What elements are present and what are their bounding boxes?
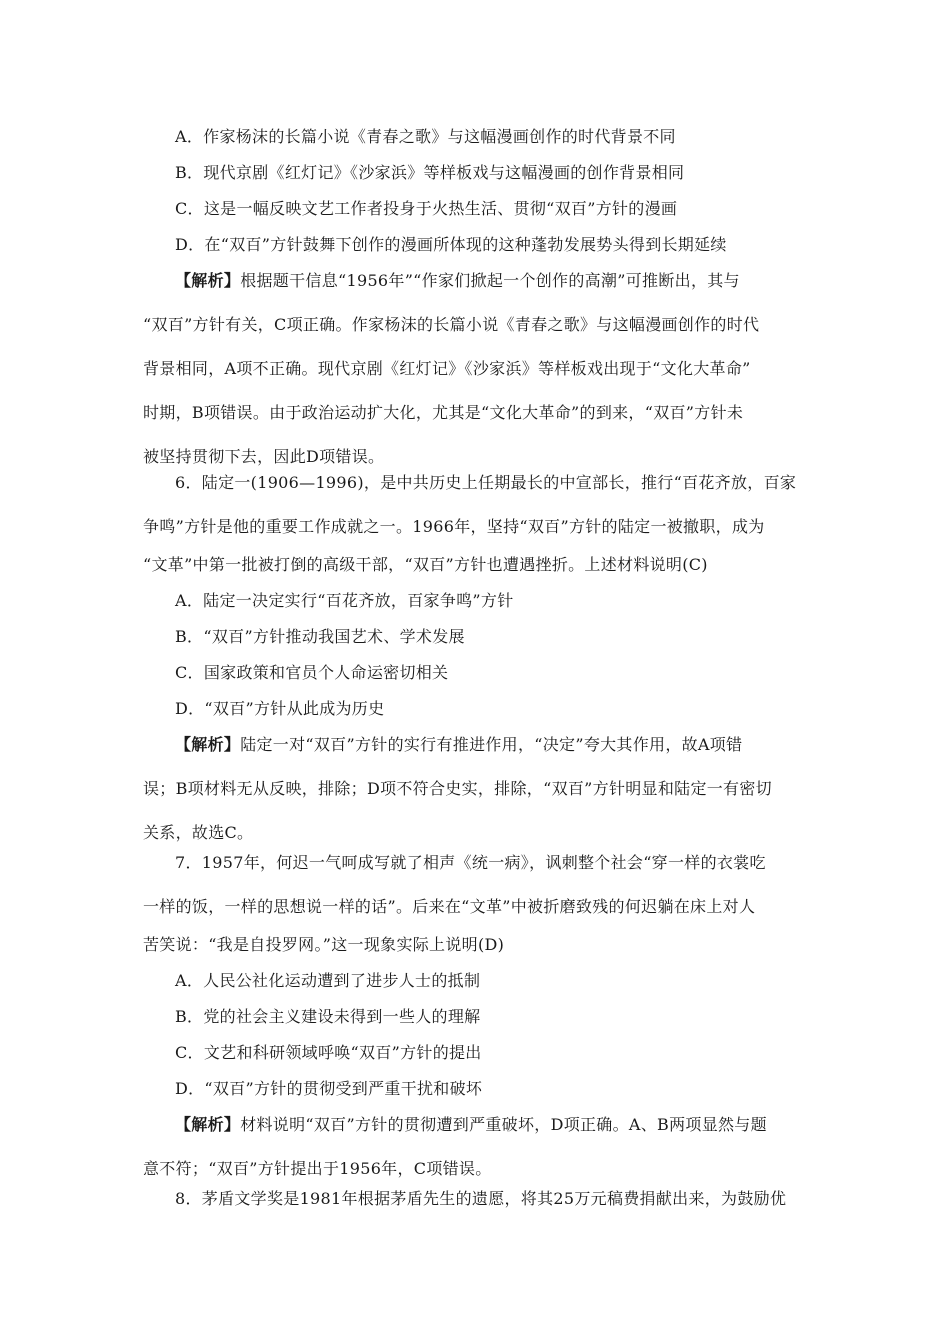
q7-stem-line: 一样的饭，一样的思想说一样的话”。后来在“文革”中被折磨致残的何迟躺在床上对人 — [143, 897, 756, 916]
q5-analysis-line: 背景相同，A项不正确。现代京剧《红灯记》《沙家浜》等样板戏出现于“文化大革命” — [143, 359, 751, 378]
q6-option-d: D．“双百”方针从此成为历史 — [175, 699, 385, 718]
q7-option-d: D．“双百”方针的贯彻受到严重干扰和破坏 — [175, 1079, 483, 1098]
q6-stem-line: 争鸣”方针是他的重要工作成就之一。1966年，坚持“双百”方针的陆定一被撤职，成为 — [143, 517, 765, 536]
q8-stem-line: 8．茅盾文学奖是1981年根据茅盾先生的遗愿，将其25万元稿费捐献出来，为鼓励优 — [175, 1189, 787, 1208]
q7-analysis-line: 意不符；“双百”方针提出于1956年，C项错误。 — [143, 1159, 492, 1178]
q5-option-c: C．这是一幅反映文艺工作者投身于火热生活、贯彻“双百”方针的漫画 — [175, 199, 678, 218]
q5-analysis-text: 根据题干信息“1956年”“作家们掀起一个创作的高潮”可推断出，其与 — [240, 271, 740, 290]
q7-stem-line: 苦笑说：“我是自投罗网。”这一现象实际上说明(D) — [143, 935, 505, 954]
q7-option-a: A．人民公社化运动遭到了进步人士的抵制 — [175, 971, 481, 990]
q6-analysis-line — [175, 735, 742, 755]
q6-analysis-text: 陆定一对“双百”方针的实行有推进作用，“决定”夸大其作用，故A项错 — [240, 735, 743, 754]
q6-option-b: B．“双百”方针推动我国艺术、学术发展 — [175, 627, 465, 646]
q7-option-c: C．文艺和科研领域呼唤“双百”方针的提出 — [175, 1043, 482, 1062]
q7-analysis-line — [175, 1115, 767, 1135]
analysis-tag: 【解析】 — [175, 271, 241, 290]
q6-stem-line: “文革”中第一批被打倒的高级干部，“双百”方针也遭遇挫折。上述材料说明(C) — [143, 555, 708, 574]
q6-option-c: C．国家政策和官员个人命运密切相关 — [175, 663, 449, 682]
q5-option-b: B．现代京剧《红灯记》《沙家浜》等样板戏与这幅漫画的创作背景相同 — [175, 163, 685, 182]
q5-option-a: A．作家杨沫的长篇小说《青春之歌》与这幅漫画创作的时代背景不同 — [175, 127, 676, 146]
q5-analysis-line: “双百”方针有关，C项正确。作家杨沫的长篇小说《青春之歌》与这幅漫画创作的时代 — [143, 315, 760, 334]
q5-option-d: D．在“双百”方针鼓舞下创作的漫画所体现的这种蓬勃发展势头得到长期延续 — [175, 235, 727, 254]
q5-analysis-line: 时期，B项错误。由于政治运动扩大化，尤其是“文化大革命”的到来，“双百”方针未 — [143, 403, 744, 422]
q6-stem-line: 6．陆定一(1906—1996)，是中共历史上任期最长的中宣部长，推行“百花齐放，百家 — [175, 473, 797, 492]
q6-option-a: A．陆定一决定实行“百花齐放，百家争鸣”方针 — [175, 591, 514, 610]
analysis-tag: 【解析】 — [175, 735, 241, 754]
q7-option-b: B．党的社会主义建设未得到一些人的理解 — [175, 1007, 481, 1026]
q7-stem-line: 7．1957年，何迟一气呵成写就了相声《统一病》，讽刺整个社会“穿一样的衣裳吃 — [175, 853, 766, 872]
q6-analysis-line: 误；B项材料无从反映，排除；D项不符合史实，排除，“双百”方针明显和陆定一有密切 — [143, 779, 772, 798]
q7-analysis-text: 材料说明“双百”方针的贯彻遭到严重破坏，D项正确。A、B两项显然与题 — [240, 1115, 767, 1134]
analysis-tag: 【解析】 — [175, 1115, 241, 1134]
q5-analysis-line — [175, 271, 740, 291]
q6-analysis-line: 关系，故选C。 — [143, 823, 254, 842]
q5-analysis-line: 被坚持贯彻下去，因此D项错误。 — [143, 447, 385, 466]
